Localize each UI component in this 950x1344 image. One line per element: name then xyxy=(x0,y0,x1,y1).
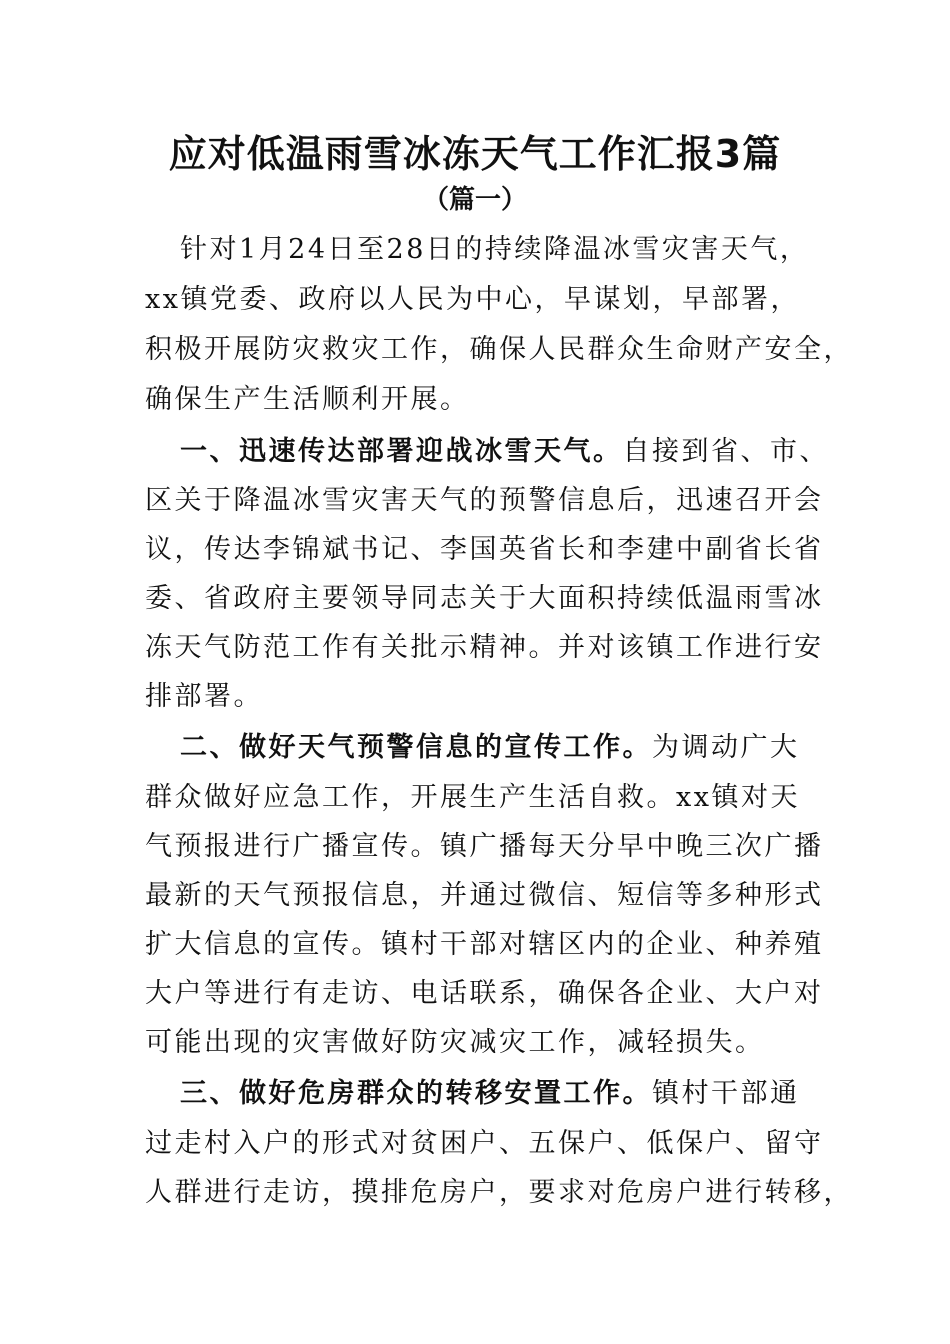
intro-line: 积极开展防灾救灾工作，确保人民群众生命财产安全， xyxy=(145,334,853,365)
section-2-line: 气预报进行广播宣传。镇广播每天分早中晚三次广播 xyxy=(145,831,824,862)
section-2-line: 扩大信息的宣传。镇村干部对辖区内的企业、种养殖 xyxy=(145,929,824,960)
section-2-first-line xyxy=(180,724,800,772)
section-3-first-line xyxy=(180,1070,800,1118)
intro-line: 确保生产生活顺利开展。 xyxy=(145,384,470,415)
section-1-line: 排部署。 xyxy=(145,681,263,712)
intro-line: xx镇党委、政府以人民为中心，早谋划，早部署， xyxy=(145,284,800,315)
section-3-line: 人群进行走访，摸排危房户，要求对危房户进行转移， xyxy=(145,1177,853,1208)
section-1-text: 自接到省、市、 xyxy=(622,436,829,467)
document-title: 应对低温雨雪冰冻天气工作汇报3篇 xyxy=(168,132,782,176)
section-2-line: 大户等进行有走访、电话联系，确保各企业、大户对 xyxy=(145,978,824,1009)
section-1-first-line xyxy=(180,428,829,476)
section-1-heading: 一、迅速传达部署迎战冰雪天气。 xyxy=(180,436,623,467)
section-2-line: 群众做好应急工作，开展生产生活自救。xx镇对天 xyxy=(145,782,800,813)
intro-line: 针对1月24日至28日的持续降温冰雪灾害天气， xyxy=(180,234,810,265)
document-subtitle: （篇一） xyxy=(422,185,527,215)
section-3-text: 镇村干部通 xyxy=(652,1078,800,1109)
section-1-line: 冻天气防范工作有关批示精神。并对该镇工作进行安 xyxy=(145,632,824,663)
section-3-line: 过走村入户的形式对贫困户、五保户、低保户、留守 xyxy=(145,1128,824,1159)
section-2-heading: 二、做好天气预警信息的宣传工作。 xyxy=(180,732,652,763)
section-2-text: 为调动广大 xyxy=(652,732,800,763)
section-2-line: 最新的天气预报信息，并通过微信、短信等多种形式 xyxy=(145,880,824,911)
section-1-line: 议，传达李锦斌书记、李国英省长和李建中副省长省 xyxy=(145,534,824,565)
section-1-line: 委、省政府主要领导同志关于大面积持续低温雨雪冰 xyxy=(145,583,824,614)
section-3-heading: 三、做好危房群众的转移安置工作。 xyxy=(180,1078,652,1109)
section-2-line: 可能出现的灾害做好防灾减灾工作，减轻损失。 xyxy=(145,1027,765,1058)
section-1-line: 区关于降温冰雪灾害天气的预警信息后，迅速召开会 xyxy=(145,485,824,516)
